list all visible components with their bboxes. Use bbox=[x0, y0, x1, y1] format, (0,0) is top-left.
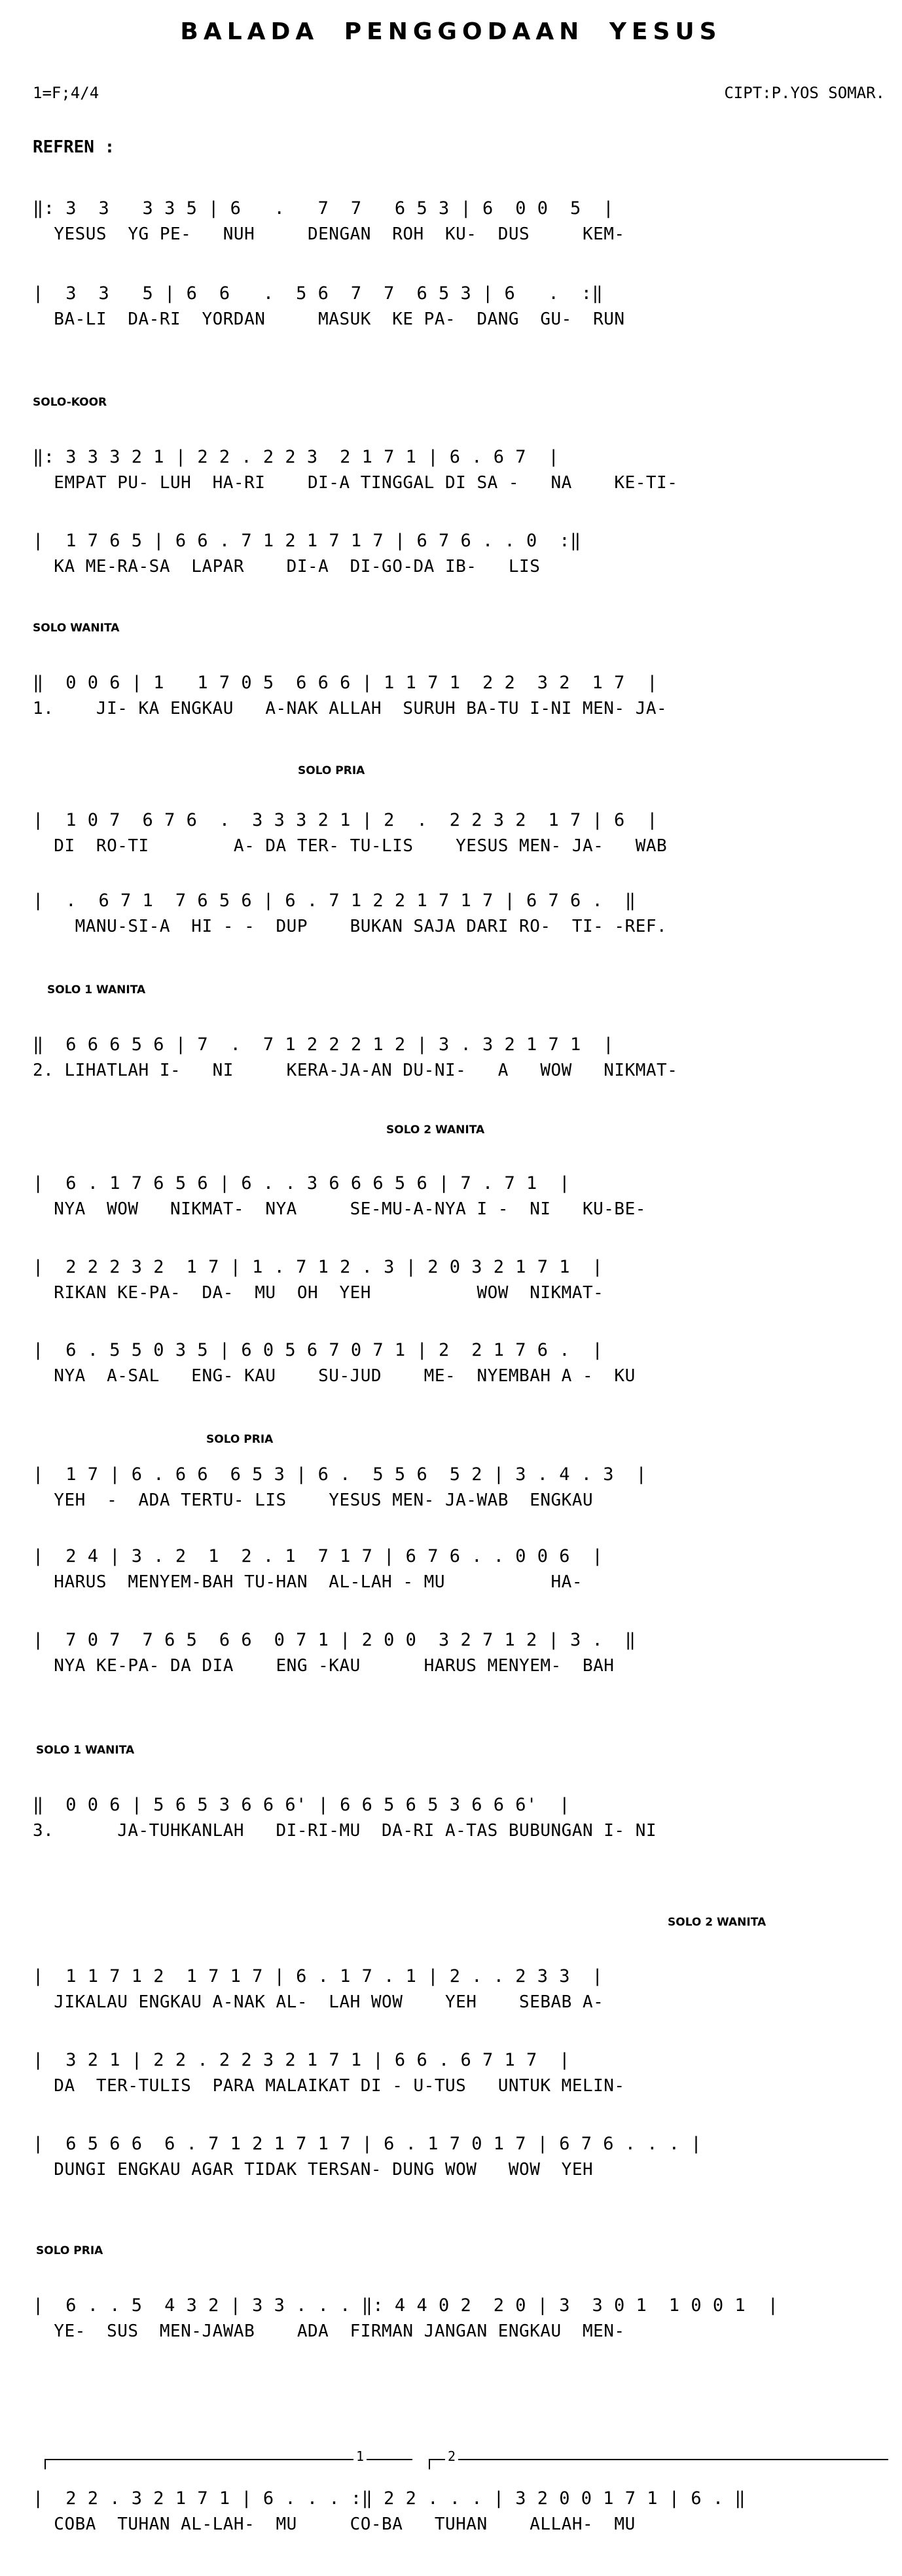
key-signature: 1=F;4/4 bbox=[33, 84, 99, 102]
section-label-refren: REFREN : bbox=[33, 137, 115, 157]
notation-line: | 7 0 7 7 6 5 6 6 0 7 1 | 2 0 0 3 2 7 1 2 | 3 . ‖ bbox=[33, 1630, 636, 1650]
section-label-solo-1-wanita: SOLO 1 WANITA bbox=[47, 983, 146, 997]
notation-line: | 6 . . 5 4 3 2 | 3 3 . . . ‖: 4 4 0 2 2 0 | 3 3 0 1 1 0 0 1 | bbox=[33, 2295, 779, 2316]
first-ending-number: 1 bbox=[353, 2448, 367, 2464]
lyric-line: DI RO-TI A- DA TER- TU-LIS YESUS MEN- JA- WAB bbox=[33, 836, 668, 856]
notation-line: | 2 2 2 3 2 1 7 | 1 . 7 1 2 . 3 | 2 0 3 2 1 7 1 | bbox=[33, 1257, 604, 1277]
lyric-line: 1. JI- KA ENGKAU A-NAK ALLAH SURUH BA-TU I-NI MEN- JA- bbox=[33, 699, 668, 718]
lyric-line: KA ME-RA-SA LAPAR DI-A DI-GO-DA IB- LIS bbox=[33, 557, 541, 576]
lyric-line: JIKALAU ENGKAU A-NAK AL- LAH WOW YEH SEBAB A- bbox=[33, 1992, 604, 2012]
section-label-solo-pria: SOLO PRIA bbox=[36, 2244, 103, 2257]
section-label-solo-2-wanita: SOLO 2 WANITA bbox=[386, 1123, 485, 1137]
section-label-solo-wanita: SOLO WANITA bbox=[33, 622, 120, 635]
notation-line: ‖: 3 3 3 3 5 | 6 . 7 7 6 5 3 | 6 0 0 5 | bbox=[33, 198, 615, 219]
notation-line: | 1 7 6 5 | 6 6 . 7 1 2 1 7 1 7 | 6 7 6 . . 0 :‖ bbox=[33, 531, 581, 551]
second-ending-number: 2 bbox=[445, 2448, 458, 2464]
section-label-solo-pria: SOLO PRIA bbox=[206, 1433, 274, 1446]
lyric-line: YE- SUS MEN-JAWAB ADA FIRMAN JANGAN ENGKAU MEN- bbox=[33, 2321, 625, 2341]
lyric-line: 3. JA-TUHKANLAH DI-RI-MU DA-RI A-TAS BUBUNGAN I- NI bbox=[33, 1821, 657, 1841]
notation-line: | 6 . 5 5 0 3 5 | 6 0 5 6 7 0 7 1 | 2 2 1 7 6 . | bbox=[33, 1340, 604, 1360]
lyric-line: COBA TUHAN AL-LAH- MU CO-BA TUHAN ALLAH- MU bbox=[33, 2514, 636, 2534]
lyric-line: NYA KE-PA- DA DIA ENG -KAU HARUS MENYEM- BAH bbox=[33, 1656, 615, 1676]
lyric-line: YEH - ADA TERTU- LIS YESUS MEN- JA-WAB ENGKAU bbox=[33, 1491, 594, 1510]
lyric-line: NYA A-SAL ENG- KAU SU-JUD ME- NYEMBAH A - KU bbox=[33, 1366, 636, 1386]
notation-line: ‖ 6 6 6 5 6 | 7 . 7 1 2 2 2 1 2 | 3 . 3 2 1 7 1 | bbox=[33, 1034, 615, 1055]
composer-credit: CIPT:P.YOS SOMAR. bbox=[724, 84, 885, 102]
section-label-solo-koor: SOLO-KOOR bbox=[33, 396, 107, 409]
notation-line: | 3 3 5 | 6 6 . 5 6 7 7 6 5 3 | 6 . :‖ bbox=[33, 283, 604, 304]
notation-line: | 6 . 1 7 6 5 6 | 6 . . 3 6 6 6 5 6 | 7 . 7 1 | bbox=[33, 1173, 571, 1193]
notation-line: | 1 7 | 6 . 6 6 6 5 3 | 6 . 5 5 6 5 2 | 3 . 4 . 3 | bbox=[33, 1464, 647, 1485]
notation-line: | . 6 7 1 7 6 5 6 | 6 . 7 1 2 2 1 7 1 7 | 6 7 6 . ‖ bbox=[33, 891, 636, 911]
notation-line: | 1 0 7 6 7 6 . 3 3 3 2 1 | 2 . 2 2 3 2 1 7 | 6 | bbox=[33, 810, 658, 830]
lyric-line: YESUS YG PE- NUH DENGAN ROH KU- DUS KEM- bbox=[33, 224, 625, 244]
notation-line: ‖ 0 0 6 | 1 1 7 0 5 6 6 6 | 1 1 7 1 2 2 3 2 1 7 | bbox=[33, 673, 658, 693]
notation-line: ‖ 0 0 6 | 5 6 5 3 6 6 6' | 6 6 5 6 5 3 6 6 6' | bbox=[33, 1795, 571, 1815]
lyric-line: 2. LIHATLAH I- NI KERA-JA-AN DU-NI- A WOW NIKMAT- bbox=[33, 1061, 678, 1080]
lyric-line: NYA WOW NIKMAT- NYA SE-MU-A-NYA I - NI KU-BE- bbox=[33, 1199, 646, 1219]
notation-line: | 3 2 1 | 2 2 . 2 2 3 2 1 7 1 | 6 6 . 6 7 1 7 | bbox=[33, 2050, 571, 2070]
section-label-solo-1-wanita: SOLO 1 WANITA bbox=[36, 1744, 135, 1757]
lyric-line: HARUS MENYEM-BAH TU-HAN AL-LAH - MU HA- bbox=[33, 1572, 583, 1592]
lyric-line: DA TER-TULIS PARA MALAIKAT DI - U-TUS UNTUK MELIN- bbox=[33, 2076, 625, 2096]
lyric-line: BA-LI DA-RI YORDAN MASUK KE PA- DANG GU- RUN bbox=[33, 309, 625, 329]
lyric-line: MANU-SI-A HI - - DUP BUKAN SAJA DARI RO- TI- -REF. bbox=[33, 917, 668, 936]
notation-line: ‖: 3 3 3 2 1 | 2 2 . 2 2 3 2 1 7 1 | 6 . 6 7 | bbox=[33, 447, 560, 467]
section-label-solo-pria: SOLO PRIA bbox=[298, 764, 365, 777]
section-label-solo-2-wanita: SOLO 2 WANITA bbox=[668, 1916, 767, 1929]
notation-line: | 2 2 . 3 2 1 7 1 | 6 . . . :‖ 2 2 . . . | 3 2 0 0 1 7 1 | 6 . ‖ bbox=[33, 2488, 746, 2509]
song-title: BALADA PENGGODAAN YESUS bbox=[180, 18, 722, 45]
notation-line: | 6 5 6 6 6 . 7 1 2 1 7 1 7 | 6 . 1 7 0 1 7 | 6 7 6 . . . | bbox=[33, 2134, 702, 2154]
lyric-line: EMPAT PU- LUH HA-RI DI-A TINGGAL DI SA - NA KE-TI- bbox=[33, 473, 678, 493]
second-ending-bracket bbox=[429, 2459, 888, 2469]
notation-line: | 2 4 | 3 . 2 1 2 . 1 7 1 7 | 6 7 6 . . 0 0 6 | bbox=[33, 1546, 604, 1566]
lyric-line: DUNGI ENGKAU AGAR TIDAK TERSAN- DUNG WOW WOW YEH bbox=[33, 2160, 594, 2179]
lyric-line: RIKAN KE-PA- DA- MU OH YEH WOW NIKMAT- bbox=[33, 1283, 604, 1303]
notation-line: | 1 1 7 1 2 1 7 1 7 | 6 . 1 7 . 1 | 2 . . 2 3 3 | bbox=[33, 1966, 604, 1986]
